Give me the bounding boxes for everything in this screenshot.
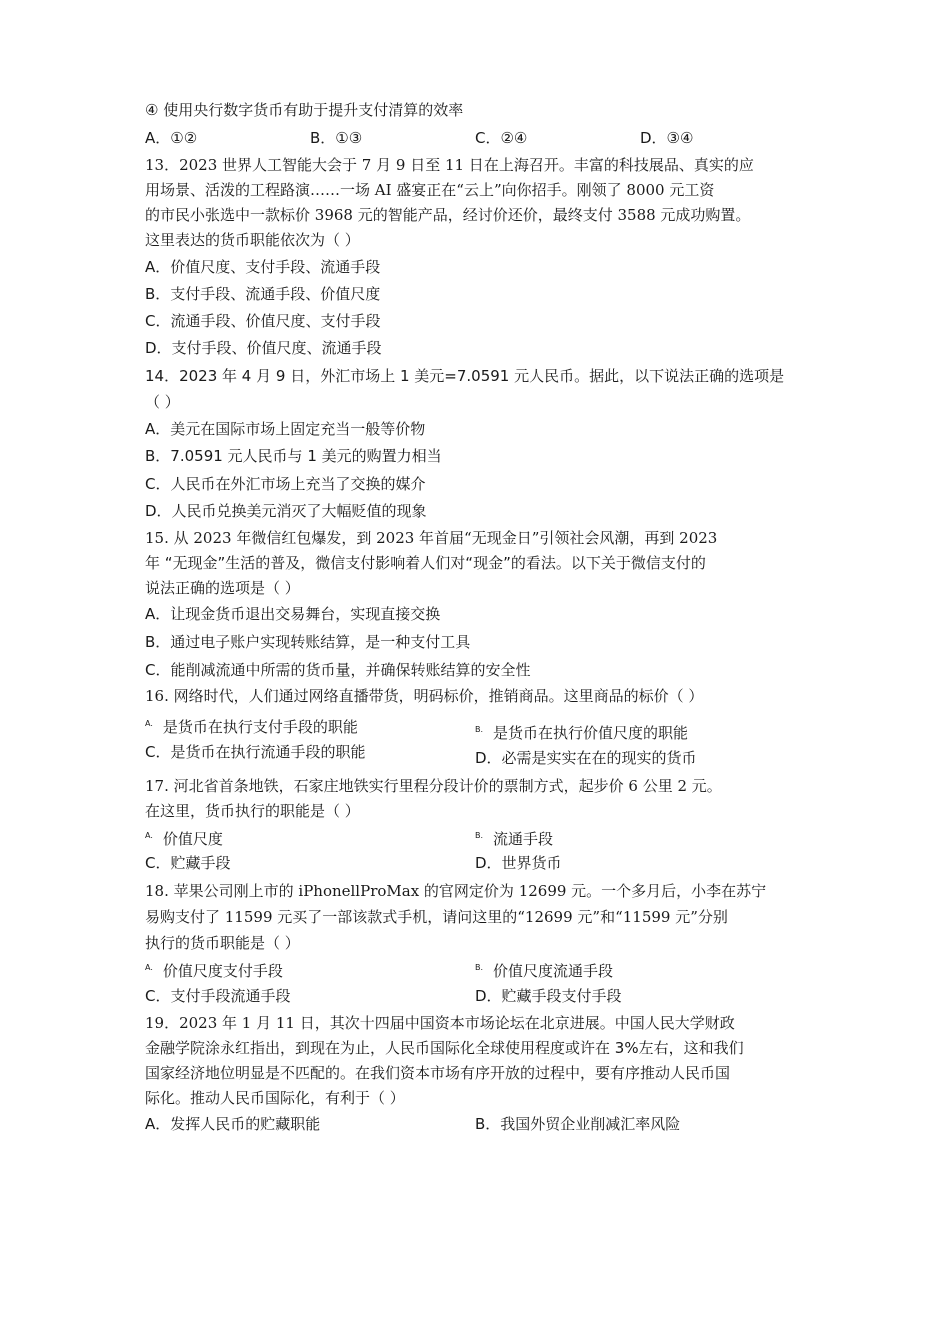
q16-option-d: D．必需是实实在在的现实的货币 [475, 749, 697, 767]
q13-option-a: A．价值尺度、支付手段、流通手段 [145, 258, 381, 276]
q15-stem-line3: 说法正确的选项是（ ） [145, 579, 300, 597]
q14-option-c: C．人民币在外汇市场上充当了交换的媒介 [145, 475, 426, 493]
q13-stem-line2: 用场景、活泼的工程路演……一场 AI 盛宴正在“云上”向你招手。刚领了 8000 元工资 [145, 181, 715, 199]
q16-option-b-text: 是货币在执行价值尺度的职能 [493, 724, 689, 742]
q13-option-c: C．流通手段、价值尺度、支付手段 [145, 312, 381, 330]
q18-option-c: C．支付手段流通手段 [145, 987, 291, 1005]
q18-option-a-text: 价值尺度支付手段 [162, 962, 283, 980]
q18-option-b-text: 价值尺度流通手段 [493, 962, 614, 980]
q14-stem-line1: 14．2023 年 4 月 9 日，外汇市场上 1 美元=7.0591 元人民币。据此，以下说法正确的选项是 [145, 367, 785, 385]
q18-option-b [475, 958, 613, 981]
q19-stem-line3: 国家经济地位明显是不匹配的。在我们资本市场有序开放的过程中，要有序推动人民币国 [145, 1064, 731, 1082]
q12-item4: ④ 使用央行数字货币有助于提升支付清算的效率 [145, 101, 464, 119]
q18-stem-line3: 执行的货币职能是（ ） [145, 934, 300, 952]
q17-option-a-text: 价值尺度 [162, 830, 223, 848]
q17-option-c: C．贮藏手段 [145, 854, 231, 872]
q16-option-b [475, 720, 688, 743]
q17-option-b-mark: B. [475, 831, 484, 840]
q17-option-b [475, 826, 553, 849]
q12-option-b: B．①③ [310, 129, 363, 147]
q14-option-b: B．7.0591 元人民币与 1 美元的购置力相当 [145, 447, 442, 465]
q13-stem-line4: 这里表达的货币职能依次为（ ） [145, 231, 360, 249]
q16-option-b-mark: B. [475, 725, 484, 734]
q16-option-a-text: 是货币在执行支付手段的职能 [162, 718, 358, 736]
q19-stem-line4: 际化。推动人民币国际化，有利于（ ） [145, 1089, 405, 1107]
q19-option-a: A．发挥人民币的贮藏职能 [145, 1115, 321, 1133]
q14-option-a: A．美元在国际市场上固定充当一般等价物 [145, 420, 426, 438]
q13-stem-line1: 13．2023 世界人工智能大会于 7 月 9 日至 11 日在上海召开。丰富的科技展品、真实的应 [145, 156, 754, 174]
q18-stem-line2: 易购支付了 11599 元买了一部该款式手机，请问这里的“12699 元”和“11599 元”分别 [145, 908, 728, 926]
q17-option-a [145, 826, 223, 849]
q14-stem-line2: （ ） [145, 393, 180, 411]
q13-stem-line3: 的市民小张选中一款标价 3968 元的智能产品，经讨价还价，最终支付 3588 元成功购置。 [145, 206, 751, 224]
q18-option-a [145, 958, 283, 981]
q15-stem-line2: 年 “无现金”生活的普及，微信支付影响着人们对“现金”的看法。以下关于微信支付的 [145, 554, 706, 572]
q15-option-b: B．通过电子账户实现转账结算，是一种支付工具 [145, 633, 471, 651]
q19-option-b: B．我国外贸企业削减汇率风险 [475, 1115, 681, 1133]
q18-option-a-mark: A. [145, 963, 153, 972]
q17-option-a-mark: A. [145, 831, 153, 840]
q12-option-a: A．①② [145, 129, 198, 147]
q16-option-c: C．是货币在执行流通手段的职能 [145, 743, 366, 761]
q19-stem-line2: 金融学院涂永红指出，到现在为止，人民币国际化全球使用程度或许在 3%左右，这和我们 [145, 1039, 744, 1057]
q12-option-d: D．③④ [640, 129, 694, 147]
q17-stem-line2: 在这里，货币执行的职能是（ ） [145, 802, 360, 820]
q13-option-d: D．支付手段、价值尺度、流通手段 [145, 339, 382, 357]
q19-stem-line1: 19．2023 年 1 月 11 日，其次十四届中国资本市场论坛在北京进展。中国人民大学财政 [145, 1014, 735, 1032]
q17-option-d: D．世界货币 [475, 854, 562, 872]
q18-option-b-mark: B. [475, 963, 484, 972]
q12-option-c: C．②④ [475, 129, 528, 147]
q16-option-a [145, 714, 358, 737]
q15-stem-line1: 15. 从 2023 年微信红包爆发，到 2023 年首届“无现金日”引领社会风潮，再到 2023 [145, 529, 718, 547]
q18-option-d: D．贮藏手段支付手段 [475, 987, 622, 1005]
q15-option-a: A．让现金货币退出交易舞台，实现直接交换 [145, 605, 441, 623]
q18-stem-line1: 18. 苹果公司刚上市的 iPhonellProMax 的官网定价为 12699 元。一个多月后，小李在苏宁 [145, 882, 767, 900]
q13-option-b: B．支付手段、流通手段、价值尺度 [145, 285, 381, 303]
q17-stem-line1: 17. 河北省首条地铁，石家庄地铁实行里程分段计价的票制方式，起步价 6 公里 2 元。 [145, 777, 722, 795]
q15-option-c: C．能削减流通中所需的货币量，并确保转账结算的安全性 [145, 661, 531, 679]
q16-option-a-mark: A. [145, 719, 153, 728]
q16-stem: 16. 网络时代，人们通过网络直播带货，明码标价，推销商品。这里商品的标价（ ） [145, 687, 704, 705]
q14-option-d: D．人民币兑换美元消灭了大幅贬值的现象 [145, 502, 427, 520]
q17-option-b-text: 流通手段 [493, 830, 554, 848]
